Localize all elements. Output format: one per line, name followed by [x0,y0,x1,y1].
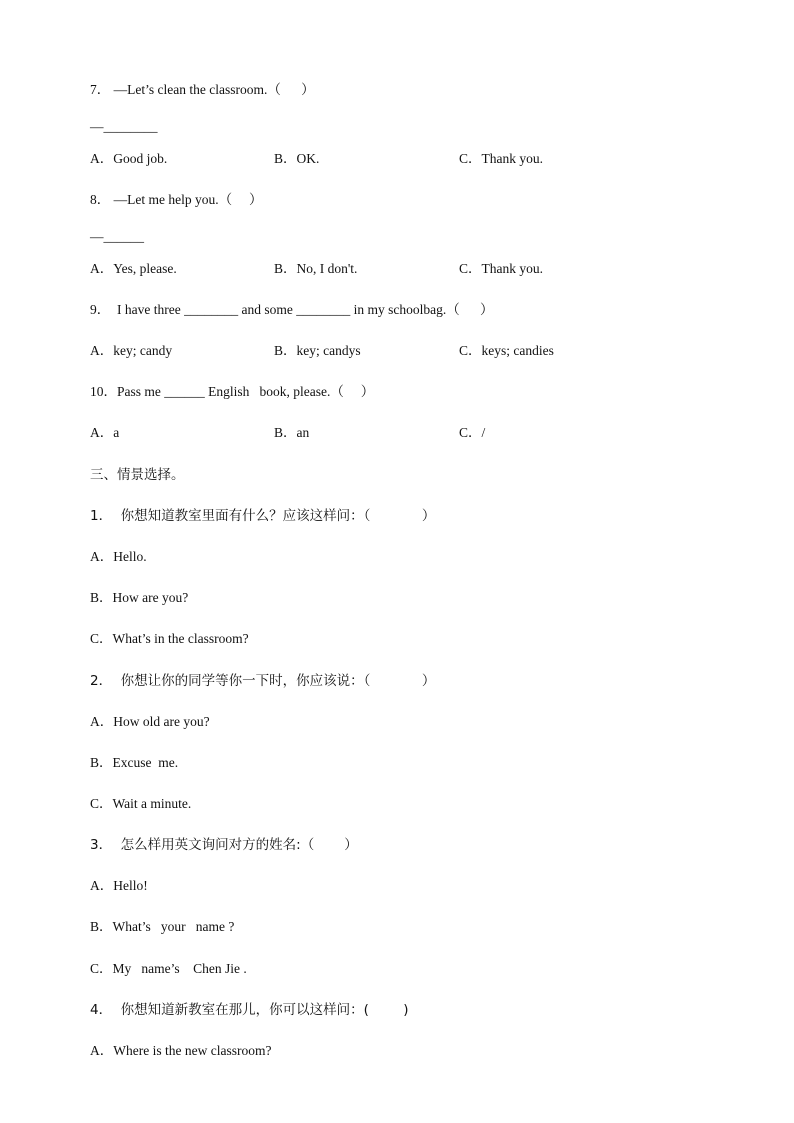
question-9-option-b: B．key; candys [274,343,361,358]
situation-2-option-b: B．Excuse me. [90,755,179,770]
question-7-reply-blank: —________ [90,119,158,134]
situation-1-option-a: A．Hello. [90,549,147,564]
situation-3-option-b: B．What’s your name ? [90,919,235,934]
question-7-option-b: B．OK. [274,151,320,166]
situation-2-option-c: C．Wait a minute. [90,796,192,811]
question-8-option-a: A．Yes, please. [90,261,177,276]
situation-2-option-a: A．How old are you? [90,714,210,729]
situation-4-option-a: A．Where is the new classroom? [90,1043,272,1058]
question-8-option-c: C．Thank you. [459,261,543,276]
situation-1-option-b: B．How are you? [90,590,189,605]
situation-3-option-a: A．Hello! [90,878,148,893]
situation-4-stem: 4． 你想知道新教室在那儿，你可以这样问：( ) [90,1002,409,1018]
situation-1-option-c: C．What’s in the classroom? [90,631,249,646]
question-10-option-c: C．/ [459,425,486,440]
situation-3-option-c: C．My name’s Chen Jie . [90,961,247,976]
question-9-option-a: A．key; candy [90,343,173,358]
question-8-stem: 8． —Let me help you.（ ） [90,192,263,207]
question-9-option-c: C．keys; candies [459,343,554,358]
question-10-option-a: A．a [90,425,120,440]
question-7-option-a: A．Good job. [90,151,168,166]
section-3-heading: 三、情景选择。 [90,467,185,483]
question-8-reply-blank: —______ [90,229,144,244]
situation-2-stem: 2． 你想让你的同学等你一下时，你应该说：（ ） [90,673,436,689]
question-10-stem: 10．Pass me ______ English book, please.（ ） [90,384,375,399]
question-7-option-c: C．Thank you. [459,151,543,166]
question-8-option-b: B．No, I don't. [274,261,358,276]
question-9-stem: 9． I have three ________ and some ________ in my schoolbag.（ ） [90,302,494,317]
situation-3-stem: 3． 怎么样用英文询问对方的姓名:（ ） [90,837,358,853]
situation-1-stem: 1． 你想知道教室里面有什么？应该这样问：（ ） [90,508,436,524]
question-7-stem: 7． —Let’s clean the classroom.（ ） [90,82,315,97]
question-10-option-b: B．an [274,425,310,440]
